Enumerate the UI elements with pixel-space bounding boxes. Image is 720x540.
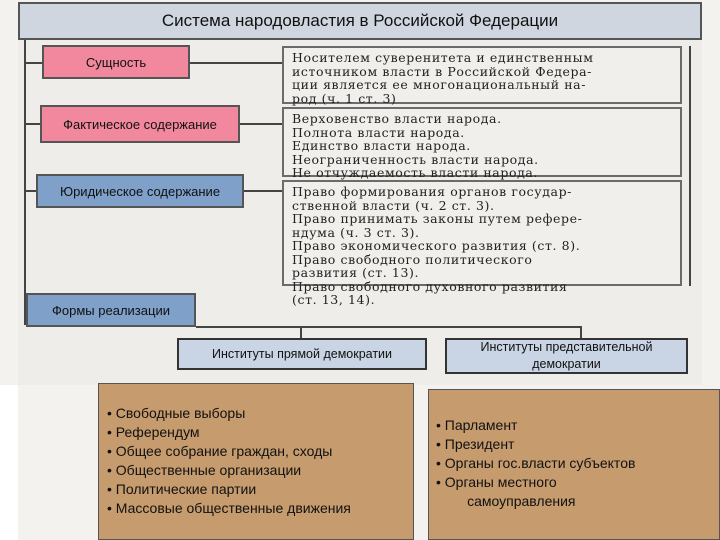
list-item: • Общественные организации [107, 462, 302, 478]
essence-text-line: род (ч. 1 ст. 3) [292, 90, 397, 106]
legal-text-line: Право принимать законы путем рефере- [292, 211, 583, 226]
direct-democracy-list [98, 383, 414, 540]
connector-legal [24, 190, 36, 192]
list-item: • Референдум [107, 424, 200, 440]
representative-democracy-label: Институты представительной демократии [480, 340, 653, 371]
direct-democracy-box [177, 338, 427, 370]
legal-text-line: Право формирования органов государ- [292, 184, 572, 199]
essence-description-box [282, 46, 682, 104]
page-margin [0, 385, 18, 540]
legal-content-label-box [36, 174, 244, 208]
connector-essence-right [190, 62, 282, 64]
page-title [18, 2, 702, 40]
list-item: • Свободные выборы [107, 405, 246, 421]
legal-text-line: Право свободного духовного развития [292, 278, 568, 294]
actual-text-line: Неограниченность власти народа. [292, 151, 539, 167]
list-item: • Парламент [436, 417, 518, 433]
list-item: • Массовые общественные движения [107, 500, 351, 516]
list-item: самоуправления [436, 493, 576, 509]
forms-label: Формы реализации [52, 302, 170, 318]
legal-content-label: Юридическое содержание [59, 183, 221, 199]
direct-democracy-label: Институты прямой демократии [211, 346, 393, 361]
actual-text-line: Не отчуждаемость власти народа. [292, 165, 539, 180]
representative-democracy-box [445, 338, 688, 374]
essence-text-line: Носителем суверенитета и единственным [292, 50, 594, 65]
actual-content-label-box [40, 105, 240, 143]
actual-text-line: Верховенство власти народа. [292, 111, 502, 126]
left-vertical-connector [24, 40, 26, 325]
essence-label: Сущность [85, 54, 147, 70]
connector-essence [24, 62, 44, 64]
legal-text-line: развития (ст. 13). [292, 265, 420, 280]
legal-text-line: (ст. 13, 14). [292, 292, 376, 307]
essence-text-line: ции является ее многонациональный на- [292, 77, 587, 92]
actual-text-line: Полнота власти народа. [292, 124, 465, 140]
forms-connector [196, 326, 580, 328]
legal-description-box [282, 180, 682, 307]
actual-description-box [282, 107, 682, 180]
actual-content-label: Фактическое содержание [63, 116, 217, 132]
list-item: • Общее собрание граждан, сходы [107, 443, 333, 459]
essence-text-line: источником власти в Российской Федера- [292, 63, 592, 79]
representative-democracy-list [428, 389, 720, 540]
connector-actual-right [240, 123, 282, 125]
list-item: • Политические партии [107, 481, 257, 497]
legal-text-line: ственной власти (ч. 2 ст. 3). [292, 197, 495, 213]
list-item: • Органы местного [436, 474, 557, 490]
forms-label-box [26, 293, 196, 327]
right-bracket-line [689, 46, 691, 286]
list-item: • Президент [436, 436, 515, 452]
legal-text-line: ндума (ч. 3 ст. 3). [292, 224, 420, 240]
legal-text-line: Право экономического развития (ст. 8). [292, 238, 581, 253]
list-item: • Органы гос.власти субъектов [436, 455, 636, 471]
connector-legal-right [244, 190, 282, 192]
actual-text-line: Единство власти народа. [292, 138, 471, 153]
page-title-text: Система народовластия в Российской Федерации [161, 11, 559, 30]
essence-label-box [42, 45, 190, 79]
legal-text-line: Право свободного политического [292, 251, 533, 267]
